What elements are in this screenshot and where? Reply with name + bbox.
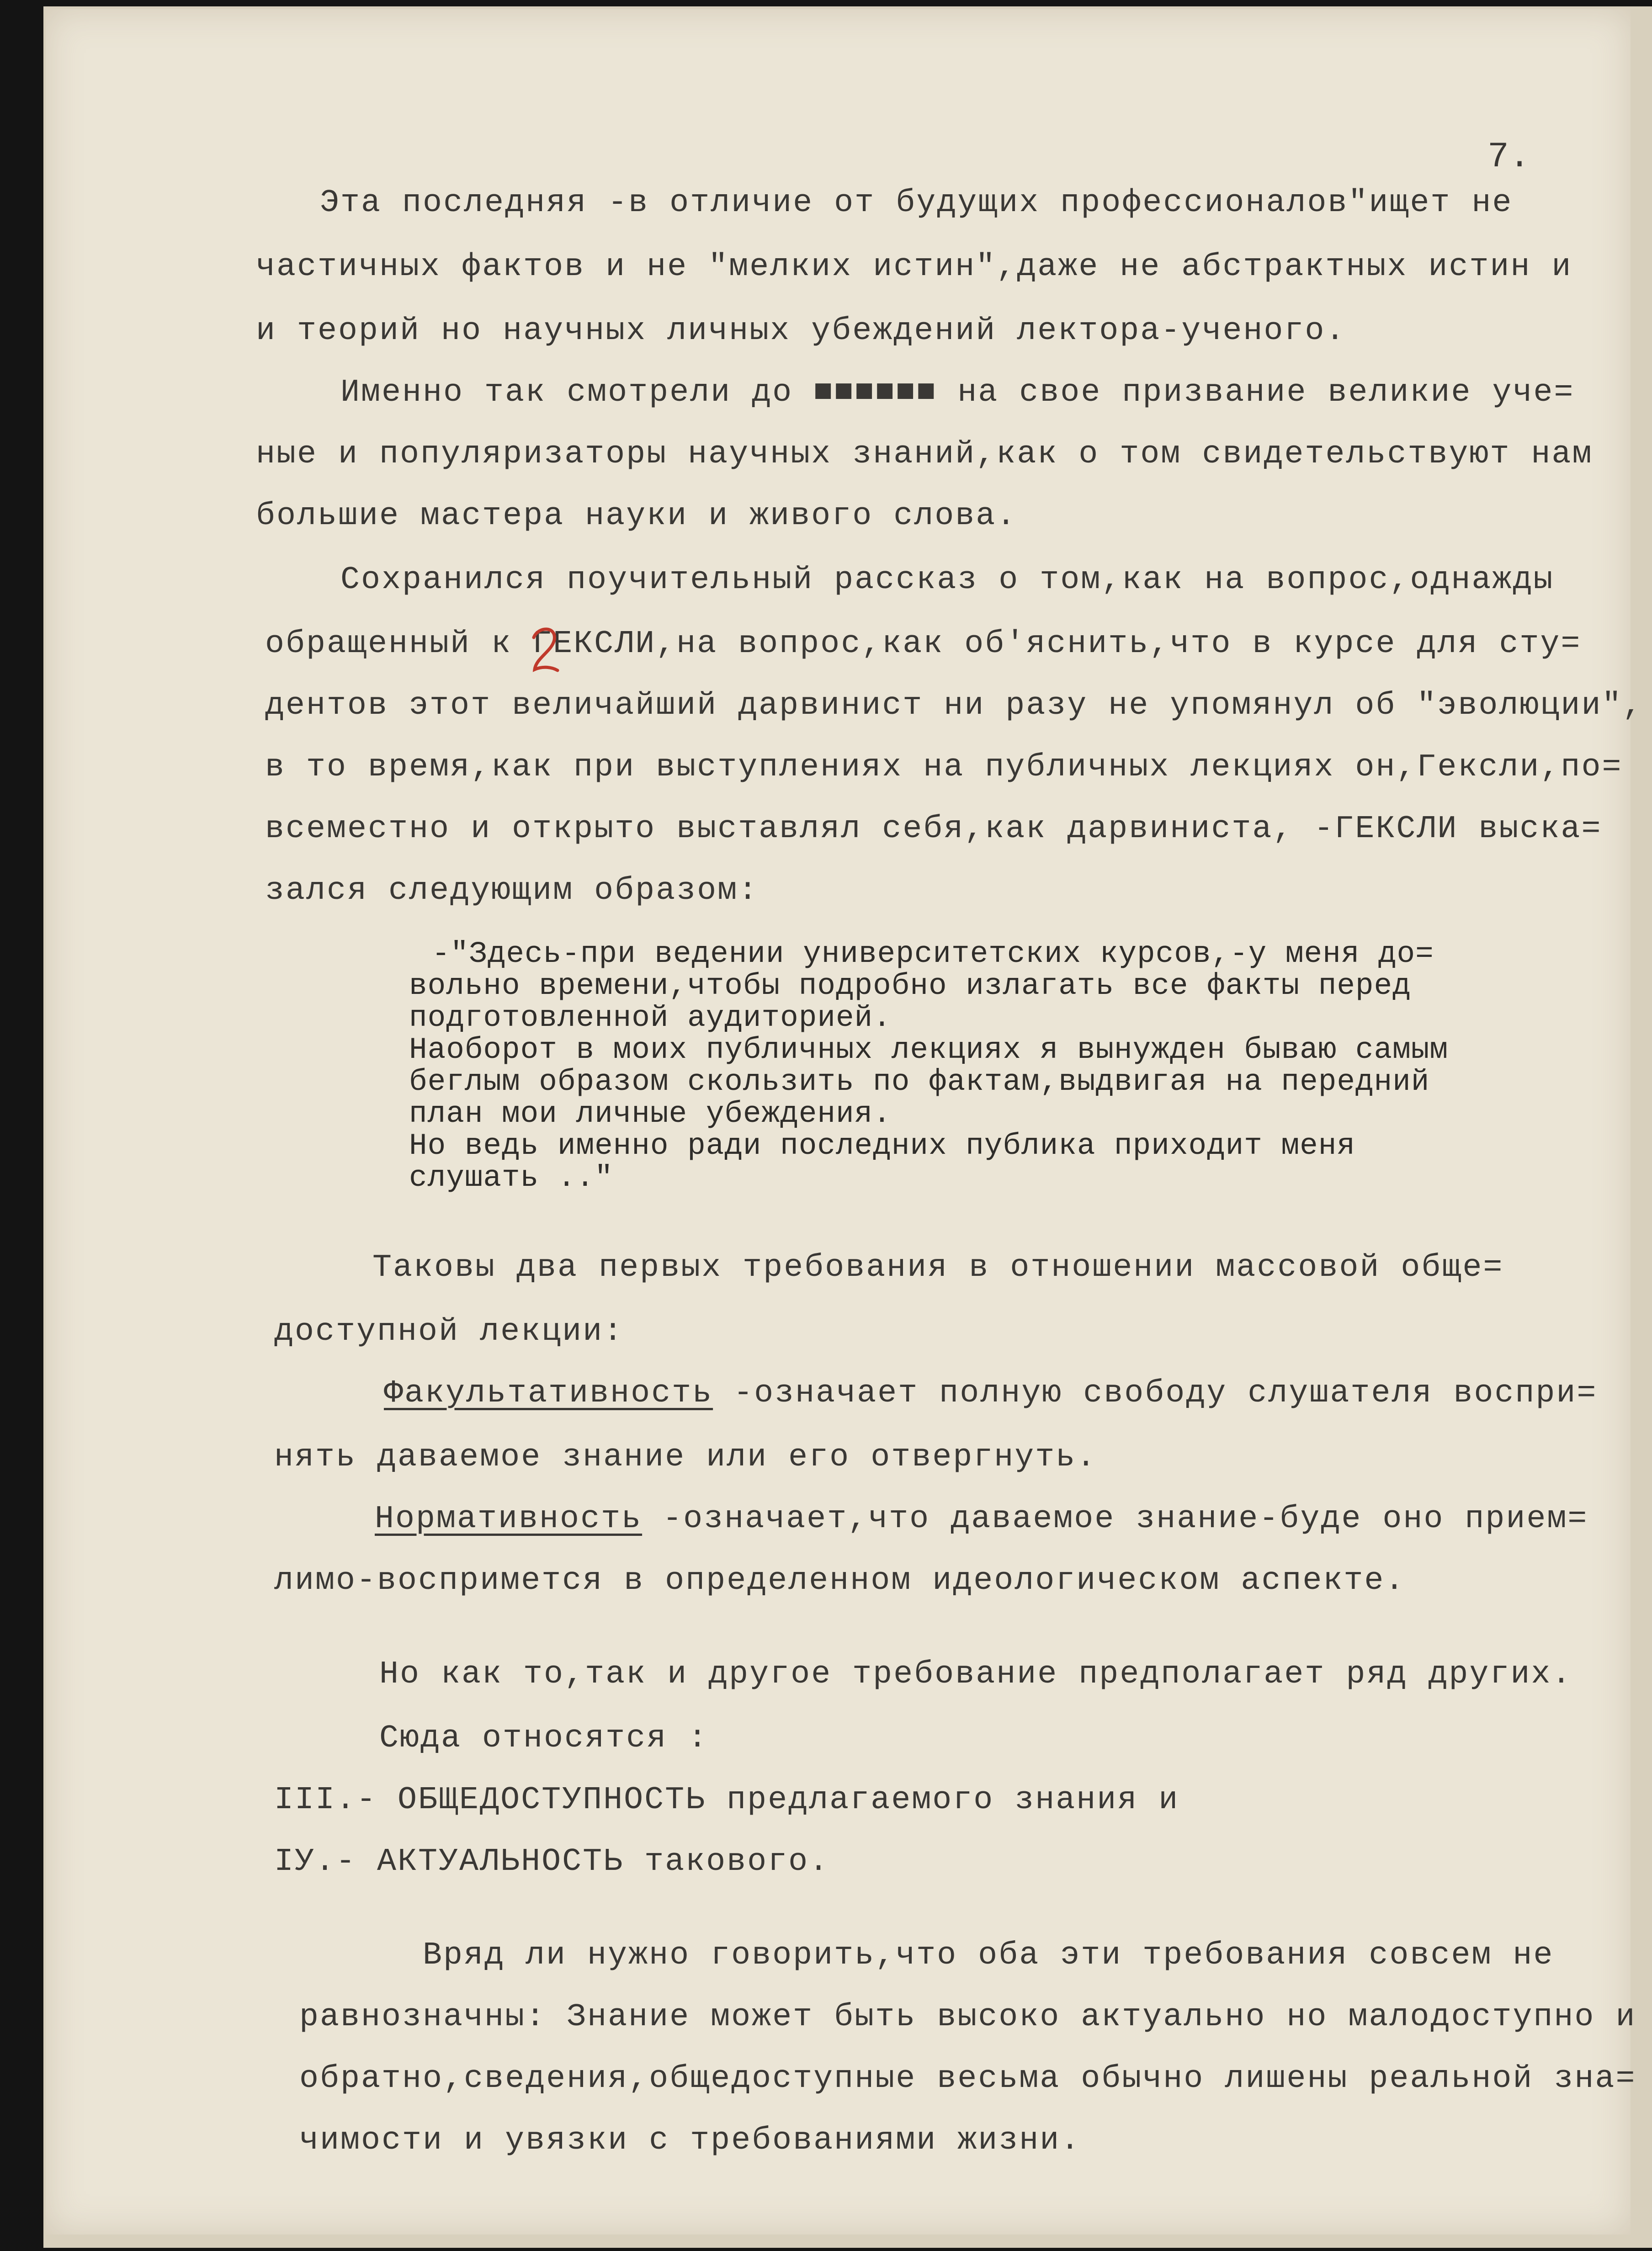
text-line: в то время,как при выступлениях на публичных лекциях он,Гексли,по= [265,749,1623,786]
text-line: лимо-воспримется в определенном идеологическом аспекте. [274,1563,1406,1599]
text-line: и теорий но научных личных убеждений лектора-ученого. [256,313,1346,349]
quote-line: подготовленной аудиторией. [409,1001,892,1035]
quote-line: Но ведь именно ради последних публика приходит меня [409,1129,1355,1163]
definition-normative [375,1501,1588,1537]
list-item: III.- ОБЩЕДОСТУПНОСТЬ предлагаемого знания и [274,1782,1179,1818]
text-line: всеместно и открыто выставлял себя,как дарвиниста, -ГЕКСЛИ выска= [265,811,1602,847]
definition-faculty [384,1375,1597,1412]
text-line: Именно так смотрели до ■■■■■■ на свое призвание великие уче= [340,375,1575,411]
text-line: обращенный к ГЕКСЛИ,на вопрос,как об'яснить,что в курсе для сту= [265,626,1582,662]
text-line: Вряд ли нужно говорить,что оба эти требования совсем не [423,1938,1554,1974]
text-line: дентов этот величайший дарвинист ни разу не упомянул об "эволюции", [265,688,1643,724]
text-line: равнозначны: Знание может быть высоко актуально но малодоступно и [299,1999,1636,2035]
quote-line: слушать .." [409,1161,613,1195]
text-line: большие мастера науки и живого слова. [256,498,1017,534]
definition-text: -означает полную свободу слушателя воспри= [713,1375,1598,1412]
list-item: IУ.- АКТУАЛЬНОСТЬ таковогo. [274,1844,830,1880]
text-line: частичных фактов и не "мелких истин",даже не абстрактных истин и [256,249,1572,285]
term-faculty: Факультативность [384,1375,713,1412]
text-line: Таковы два первых требования в отношении массовой обще= [372,1250,1504,1286]
text-line: ные и популяризаторы научных знаний,как о том свидетельствуют нам [256,436,1593,472]
text-line: чимости и увязки с требованиями жизни. [299,2123,1081,2159]
term-normative: Нормативность [375,1501,643,1537]
quote-line: Наоборот в моих публичных лекциях я вынужден бываю самым [409,1033,1448,1067]
text-line: Эта последняя -в отличие от будущих профессионалов"ищет не [320,185,1513,221]
quote-line: план мои личные убеждения. [409,1097,892,1131]
quote-line: вольно времени,чтобы подробно излагать все факты перед [409,969,1411,1003]
text-line: Сюда относятся : [379,1720,709,1757]
quote-line: беглым образом скользить по фактам,выдвигая на передний [409,1065,1430,1099]
text-line: нять даваемое знание или его отвергнуть. [274,1439,1097,1476]
text-line: обратно,сведения,общедоступные весьма обычно лишены реальной зна= [299,2061,1636,2097]
text-line: Но как то,так и другое требование предполагает ряд других. [379,1656,1572,1693]
page-number: 7. [1487,137,1530,177]
definition-text: -означает,что даваемое знание-буде оно прием= [642,1501,1588,1537]
quote-line: -"Здесь-при ведении университетских курсов,-у меня до= [432,937,1434,971]
text-line: зался следующим образом: [265,873,759,909]
text-line: Сохранился поучительный рассказ о том,как на вопрос,однажды [340,562,1554,598]
red-pencil-mark-icon [529,624,561,674]
text-line: доступной лекции: [274,1314,624,1350]
